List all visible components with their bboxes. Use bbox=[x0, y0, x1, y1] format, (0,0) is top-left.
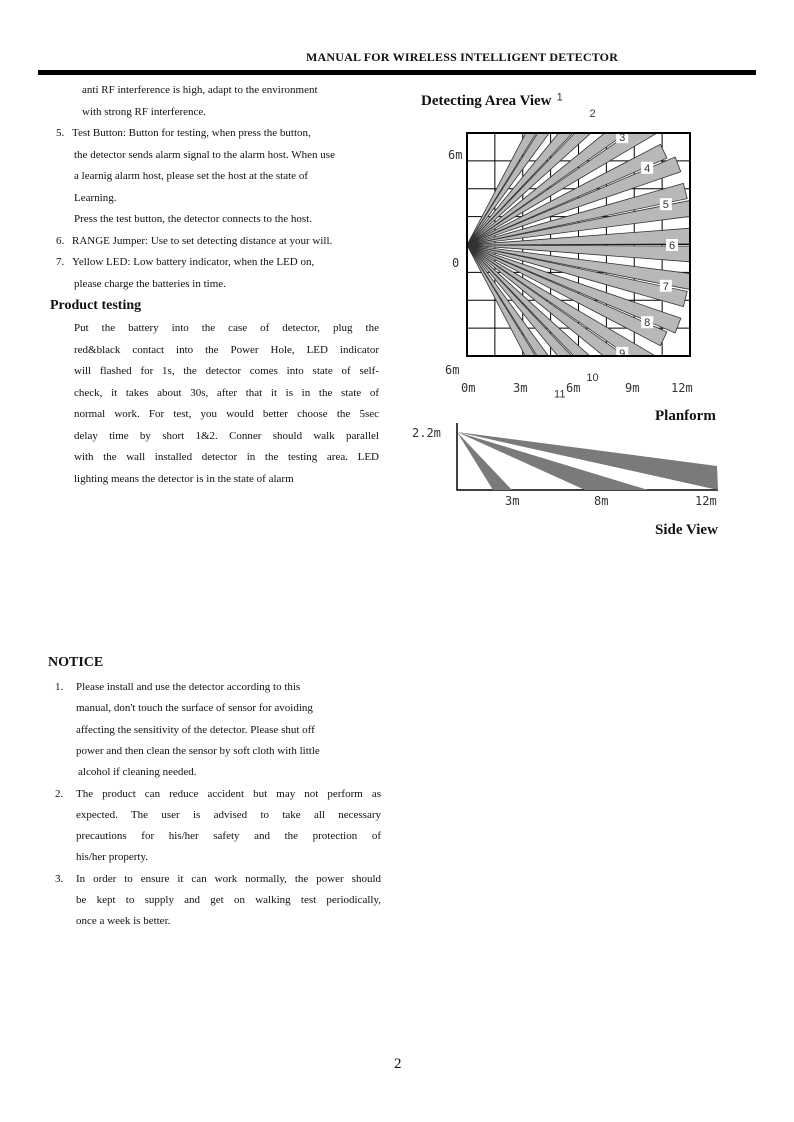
side-x-label: 3m bbox=[505, 494, 520, 508]
text-line: with strong RF interference. bbox=[82, 105, 207, 118]
text-line: Please install and use the detector according to this bbox=[76, 681, 301, 693]
product-testing-heading: Product testing bbox=[50, 298, 142, 313]
notice-heading: NOTICE bbox=[48, 655, 104, 670]
y-label-zero: 0 bbox=[452, 256, 460, 270]
zone-label: 6 bbox=[668, 240, 676, 252]
x-label: 0m bbox=[461, 381, 476, 395]
zone-label: 10 bbox=[586, 371, 599, 384]
text-line: 5. bbox=[56, 127, 65, 139]
zone-label: 2 bbox=[589, 108, 596, 121]
height-label: 2.2m bbox=[412, 426, 441, 440]
text-line: normal work. For test, you would better choose the 5sec bbox=[74, 408, 379, 420]
zone-label: 9 bbox=[619, 347, 626, 360]
text-line: Yellow LED: Low battery indicator, when the LED on, bbox=[72, 256, 315, 268]
text-line: red&black contact into the Power Hole, LED indicator bbox=[74, 343, 379, 356]
text-line: manual, don't touch the surface of sensor for avoiding bbox=[76, 702, 313, 715]
text-line: precautions for his/her safety and the protection of bbox=[76, 830, 381, 843]
text-line: The product can reduce accident but may not perform as bbox=[76, 787, 381, 800]
text-line: 7. bbox=[56, 256, 65, 268]
text-line: In order to ensure it can work normally, the power should bbox=[76, 872, 381, 885]
text-line: Learning. bbox=[74, 191, 117, 204]
text-line: will flashed for 1s, the detector comes into state of self- bbox=[74, 365, 379, 377]
zone-label: 3 bbox=[619, 132, 626, 145]
text-line: please charge the batteries in time. bbox=[74, 277, 226, 290]
text-line: with the wall installed detector in the testing area. LED bbox=[74, 451, 379, 463]
x-label: 3m bbox=[513, 381, 528, 395]
text-line: Press the test button, the detector connects to the host. bbox=[74, 213, 312, 225]
y-label-top: 6m bbox=[448, 148, 463, 162]
text-line: Put the battery into the case of detector, plug the bbox=[74, 322, 379, 334]
text-line: delay time by short 1&2. Conner should walk parallel bbox=[74, 429, 379, 442]
zone-label: 8 bbox=[644, 317, 651, 330]
text-line: 6. bbox=[56, 234, 65, 247]
side-x-label: 8m bbox=[594, 494, 609, 508]
y-label-bottom: 6m bbox=[445, 363, 460, 377]
zone-label: 4 bbox=[644, 162, 651, 175]
text-line: 1. bbox=[55, 681, 64, 693]
text-line: power and then clean the sensor by soft cloth with little bbox=[76, 744, 320, 757]
text-line: the detector sends alarm signal to the alarm host. When use bbox=[74, 148, 335, 161]
page-header: MANUAL FOR WIRELESS INTELLIGENT DETECTOR bbox=[306, 50, 619, 64]
text-line: a learnig alarm host, please set the host at the state of bbox=[74, 170, 308, 182]
x-label: 6m bbox=[566, 381, 581, 395]
text-line: check, it takes about 30s, after that it is in the state of bbox=[74, 386, 379, 399]
text-line: lighting means the detector is in the state of alarm bbox=[74, 472, 294, 485]
text-line: alcohol if cleaning needed. bbox=[78, 766, 197, 779]
text-line: once a week is better. bbox=[76, 915, 171, 928]
text-line: expected. The user is advised to take all necessary bbox=[76, 808, 381, 821]
text-line: RANGE Jumper: Use to set detecting distance at your will. bbox=[72, 234, 333, 247]
diagram-title: Detecting Area View bbox=[421, 93, 552, 109]
text-line: his/her property. bbox=[76, 851, 148, 864]
page-number: 2 bbox=[394, 1056, 402, 1072]
text-line: 3. bbox=[55, 872, 64, 885]
zone-label: 11 bbox=[554, 388, 566, 401]
text-line: be kept to supply and get on walking test periodically, bbox=[76, 894, 381, 906]
text-line: anti RF interference is high, adapt to the environment bbox=[82, 84, 318, 96]
x-label: 12m bbox=[671, 381, 693, 395]
text-line: Test Button: Button for testing, when press the button, bbox=[72, 127, 311, 139]
text-line: 2. bbox=[55, 787, 64, 800]
text-line: affecting the sensitivity of the detector. Please shut off bbox=[76, 723, 315, 736]
x-label: 9m bbox=[625, 381, 640, 395]
side-x-label: 12m bbox=[695, 494, 717, 508]
zone-label: 5 bbox=[662, 199, 669, 212]
zone-label: 1 bbox=[556, 91, 563, 104]
planform-label: Planform bbox=[655, 408, 716, 424]
planform-diagram bbox=[0, 0, 794, 560]
side-view-label: Side View bbox=[655, 522, 718, 538]
zone-label: 7 bbox=[662, 280, 669, 293]
